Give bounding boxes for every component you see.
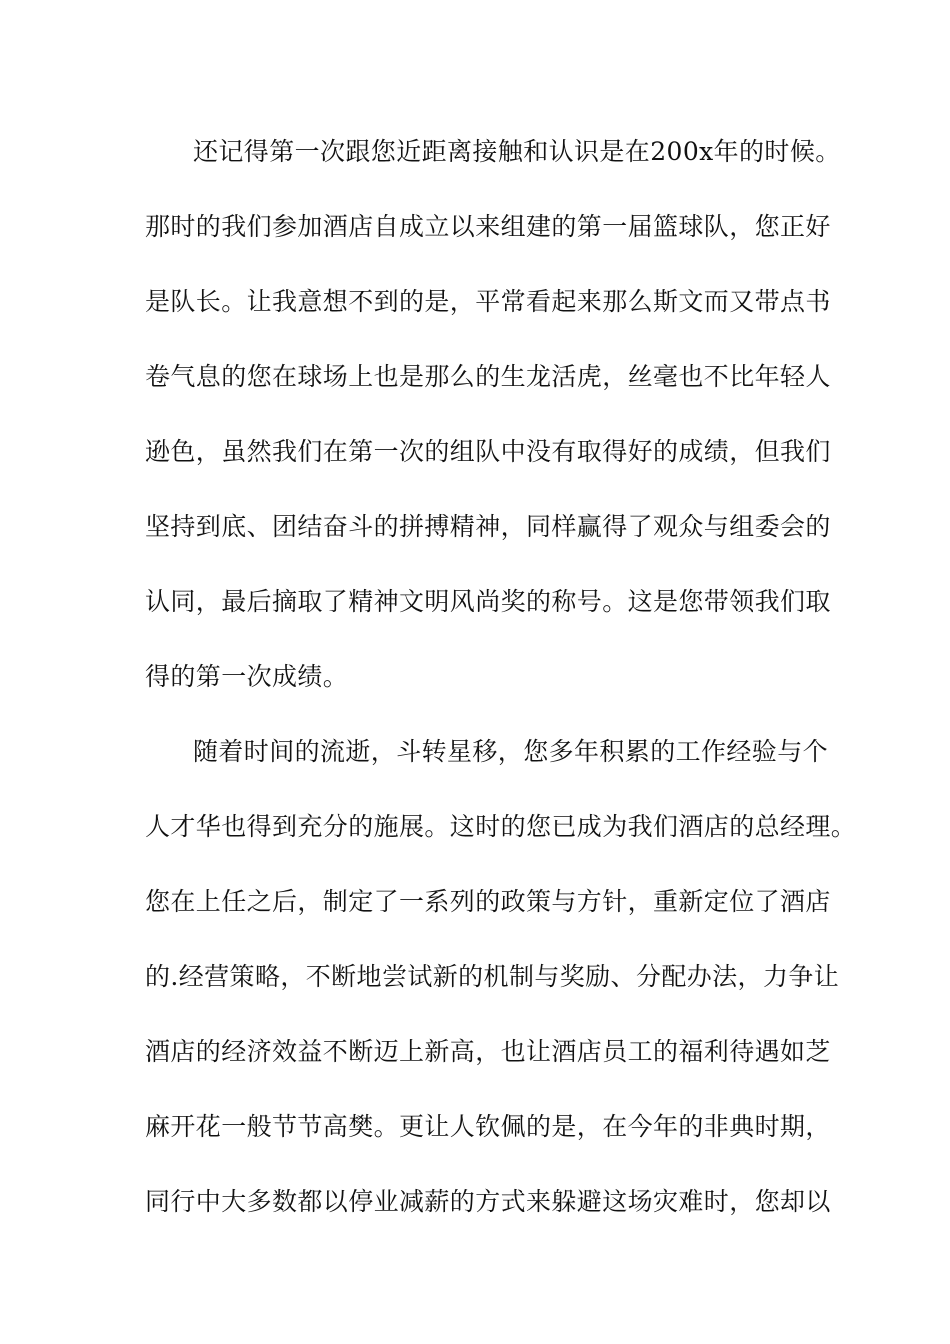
paragraph-2-line-2: 人才华也得到充分的施展。这时的您已成为我们酒店的总经理。 — [145, 812, 857, 841]
paragraph-1-line-8: 得的第一次成绩。 — [145, 662, 349, 691]
paragraph-1-line-3: 是队长。让我意想不到的是，平常看起来那么斯文而又带点书 — [145, 287, 831, 316]
paragraph-2-line-3: 您在上任之后，制定了一系列的政策与方针，重新定位了酒店 — [145, 887, 831, 916]
paragraph-2-line-4: 的.经营策略，不断地尝试新的机制与奖励、分配办法，力争让 — [145, 962, 840, 991]
paragraph-2-line-1: 随着时间的流逝，斗转星移，您多年积累的工作经验与个 — [193, 737, 829, 766]
paragraph-1-line-4: 卷气息的您在球场上也是那么的生龙活虎，丝毫也不比年轻人 — [145, 362, 831, 391]
paragraph-1-line-7: 认同，最后摘取了精神文明风尚奖的称号。这是您带领我们取 — [145, 587, 831, 616]
paragraph-1-line-5: 逊色，虽然我们在第一次的组队中没有取得好的成绩，但我们 — [145, 437, 831, 466]
paragraph-2-line-7: 同行中大多数都以停业减薪的方式来躲避这场灾难时，您却以 — [145, 1187, 831, 1216]
paragraph-1-line-6: 坚持到底、团结奋斗的拼搏精神，同样赢得了观众与组委会的 — [145, 512, 831, 541]
paragraph-2-line-6: 麻开花一般节节高樊。更让人钦佩的是，在今年的非典时期， — [145, 1112, 831, 1141]
paragraph-1-line-1: 还记得第一次跟您近距离接触和认识是在200x年的时候。 — [193, 137, 841, 166]
paragraph-1-line-2: 那时的我们参加酒店自成立以来组建的第一届篮球队，您正好 — [145, 212, 831, 241]
paragraph-2-line-5: 酒店的经济效益不断迈上新高，也让酒店员工的福利待遇如芝 — [145, 1037, 831, 1066]
